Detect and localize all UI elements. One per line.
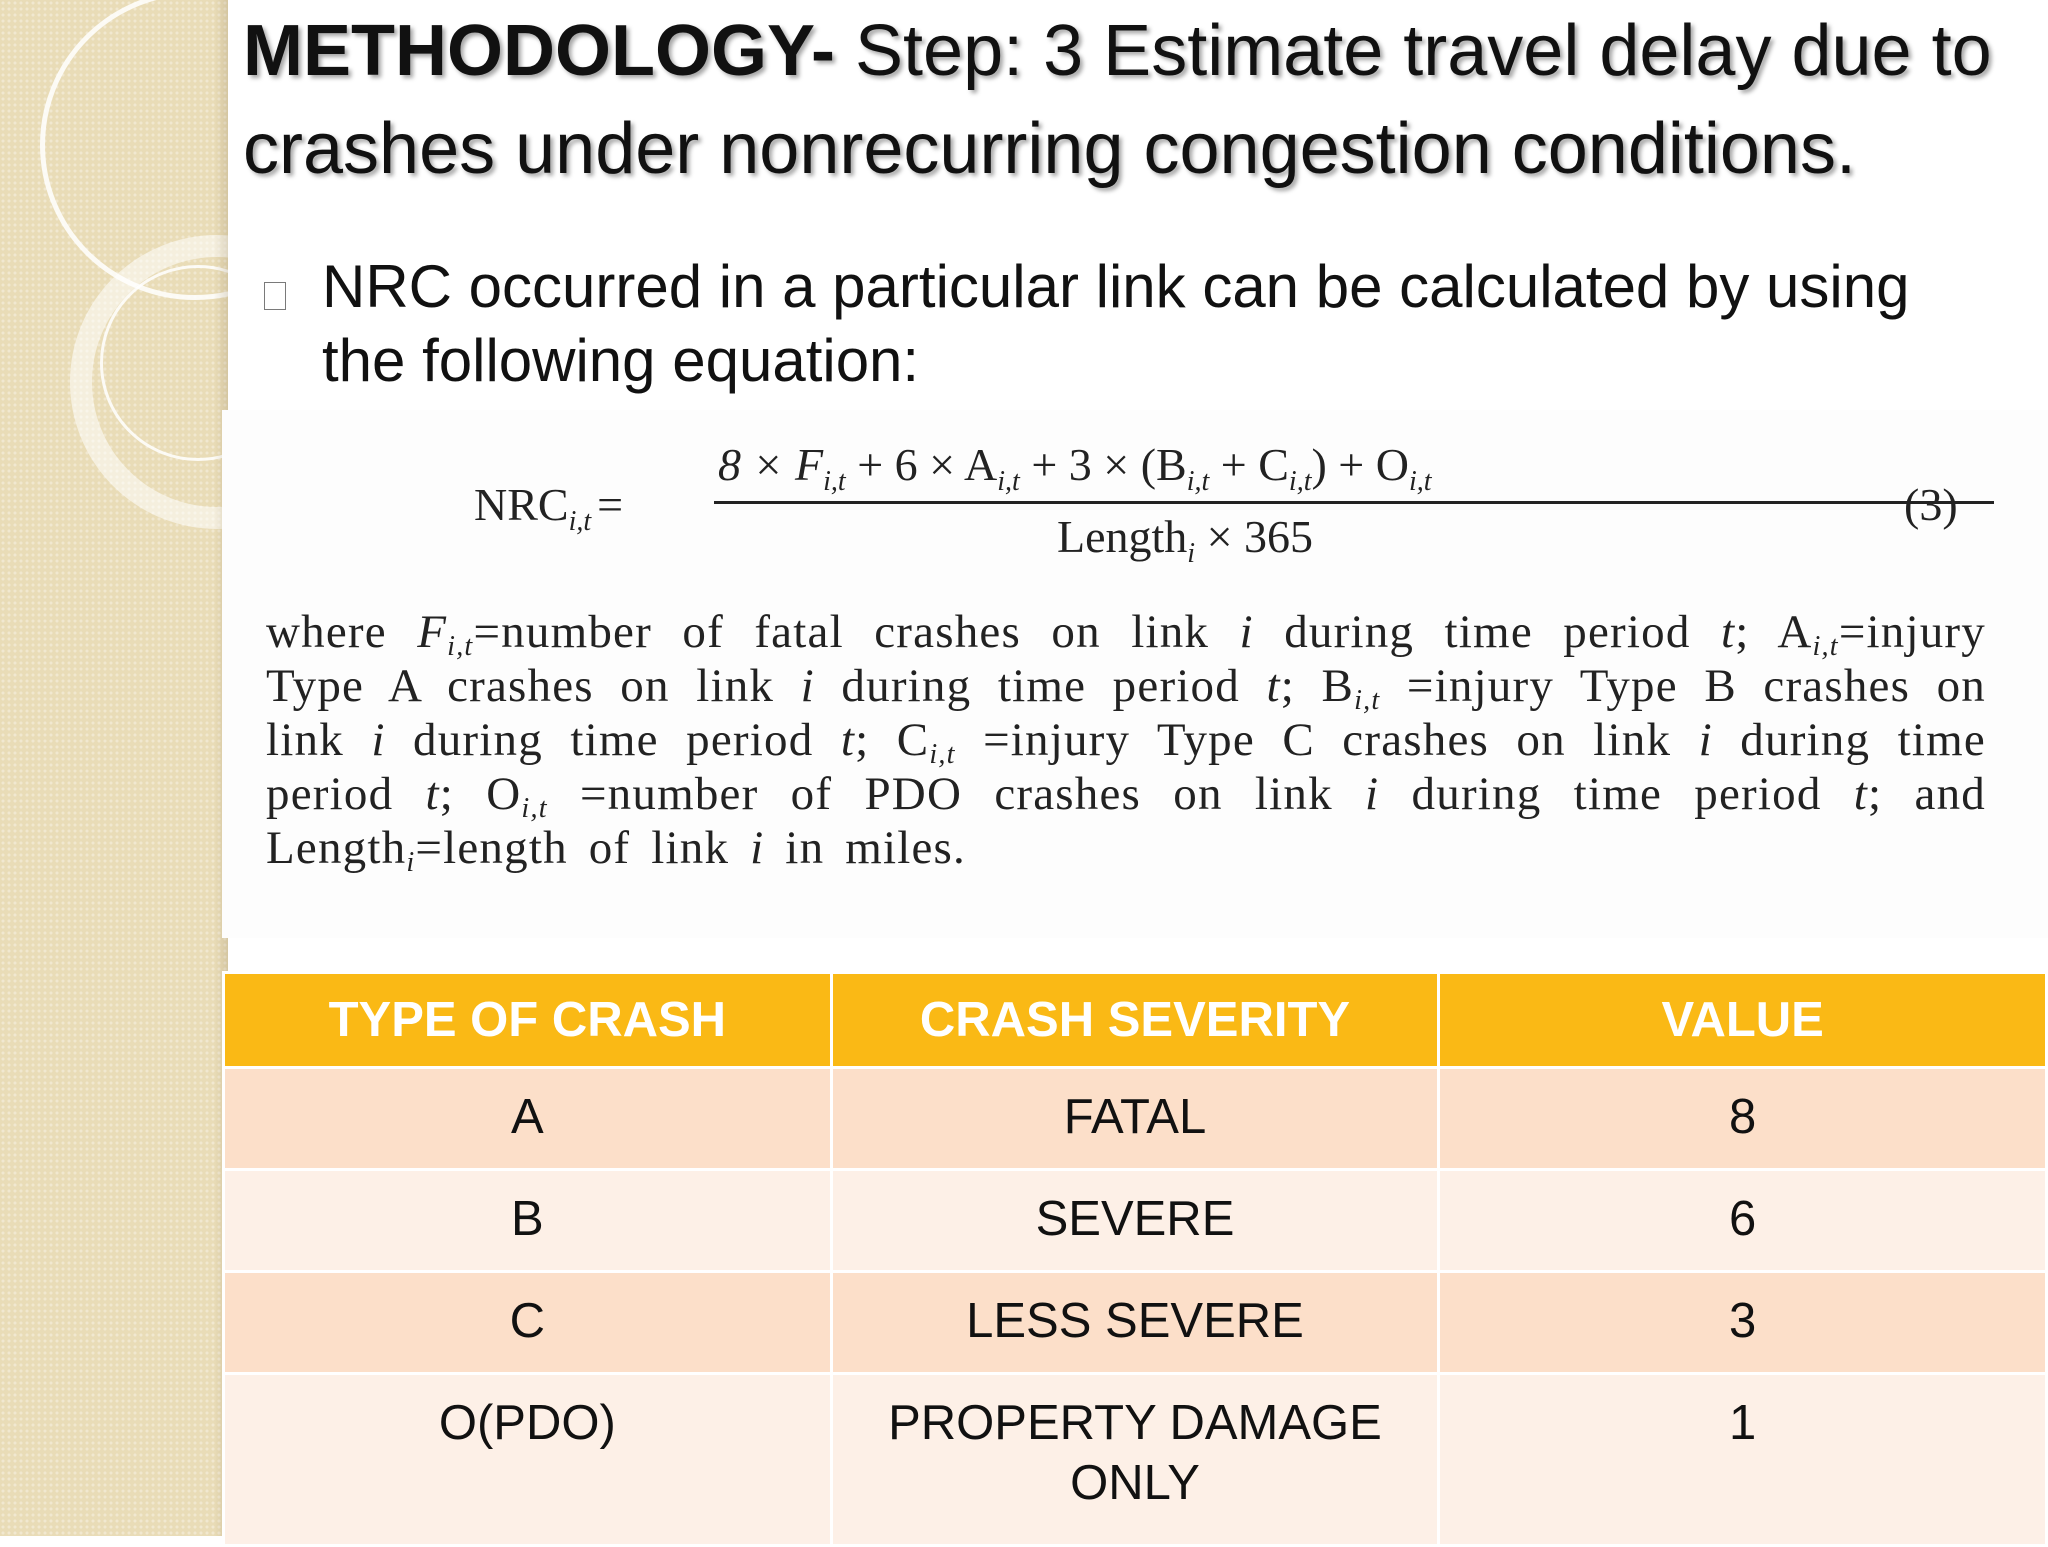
cell-crash-severity: LESS SEVERE (831, 1272, 1439, 1374)
cell-value: 8 (1439, 1068, 2047, 1170)
cell-crash-type: A (224, 1068, 832, 1170)
cell-value: 1 (1439, 1374, 2047, 1546)
table-row (224, 1068, 2047, 1170)
equation-definitions: where $F_{i,t}=number$ of fatal crashes on link i during time period t; $A_{i,t}=injury$ Type A crashes on link i during time period t; $B_{i,t}$ =injury Type B crashes on link i during time period t; $C_{i,t}$ =injury Type C crashes on link i during time period t; $O_{i,t}$ =number of PDO crashes on link i during time period t; and Length$_i$=length of link i in miles. (266, 606, 1987, 878)
cell-crash-type: B (224, 1170, 832, 1272)
header-type-of-crash: TYPE OF CRASH (224, 973, 832, 1068)
header-crash-severity: CRASH SEVERITY (831, 973, 1439, 1068)
fraction-bar (714, 501, 1994, 504)
decorative-side-band (0, 0, 228, 1536)
cell-crash-severity: FATAL (831, 1068, 1439, 1170)
slide-title (243, 2, 2023, 198)
table-row (224, 1170, 2047, 1272)
bullet-text: NRC occurred in a particular link can be calculated by using the following equation: (322, 253, 1910, 394)
equation-denominator: Length$_i$ × 365 (1057, 511, 1314, 569)
bullet-square-icon (264, 282, 286, 310)
table-row (224, 1374, 2047, 1546)
table-header-row (224, 973, 2047, 1068)
equation-image (222, 410, 2048, 938)
equation-number: (3) (1904, 479, 1958, 530)
cell-crash-type: O(PDO) (224, 1374, 832, 1546)
equation-lhs: $NRC_{i,t}$ = (474, 479, 624, 537)
title-rest: Step: 3 Estimate travel delay due to crashes under nonrecurring congestion conditions. (243, 11, 1992, 189)
cell-crash-severity: SEVERE (831, 1170, 1439, 1272)
equation-numerator: $8 \times F_{i,t} + 6 \times A_{i,t} + 3 \times (B_{i,t} + C_{i,t}) + O_{i,t}$ (718, 439, 1432, 497)
cell-value: 3 (1439, 1272, 2047, 1374)
title-bold: METHODOLOGY- (243, 11, 835, 91)
header-value: VALUE (1439, 973, 2047, 1068)
crash-value-table (222, 971, 2048, 1547)
cell-crash-type: C (224, 1272, 832, 1374)
cell-crash-severity: PROPERTY DAMAGE ONLY (831, 1374, 1439, 1546)
equation-formula (222, 410, 2048, 600)
table-row (224, 1272, 2047, 1374)
cell-value: 6 (1439, 1170, 2047, 1272)
bullet-point (264, 250, 2004, 398)
